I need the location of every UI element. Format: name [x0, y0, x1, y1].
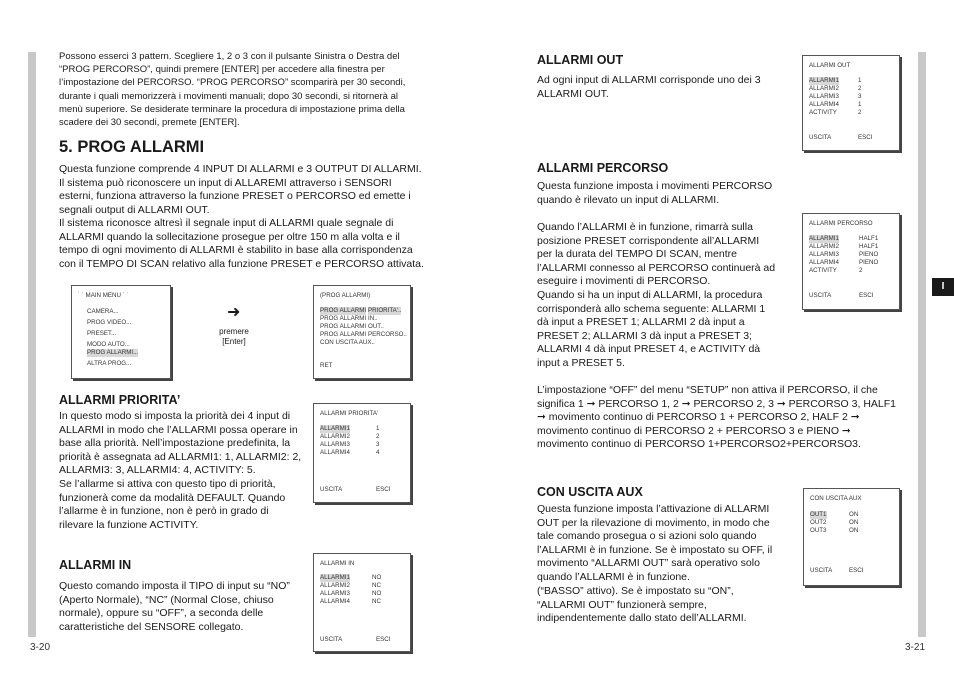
main-menu-item: ALTRA PROG...	[87, 360, 132, 367]
priorita-esc-label: ESCI	[376, 486, 391, 493]
in-row-value: NO	[372, 590, 382, 597]
aux-screen	[803, 488, 900, 586]
aux-row-label: OUT1	[810, 511, 827, 518]
aux-menu-title: CON USCITA AUX	[810, 495, 862, 502]
aux-esc-label: ESCI	[849, 567, 864, 574]
priorita-text-2: Se l’allarme si attiva con questo tipo di priorità, funzionerà come da modalità DEFAULT. Quando l’allarme è in funzione, non è però in grado di rilevare la funzione ACTIVITY.	[59, 478, 286, 531]
priorita-heading: ALLARMI PRIORITA’	[59, 393, 181, 407]
priorita-row-value: 3	[376, 441, 380, 448]
section-heading: 5. PROG ALLARMI	[59, 138, 205, 156]
prog-menu-row-label: PROG ALLARMI	[320, 315, 367, 322]
language-tab: I	[932, 278, 954, 296]
prog-menu-row-value: IN..	[368, 315, 378, 322]
percorso-exit-label: USCITA	[809, 292, 832, 299]
prog-menu-row-label: PROG ALLARMI	[320, 331, 367, 338]
main-menu-item: PRESET...	[87, 330, 117, 337]
percorso-row-label: ACTIVITY	[809, 267, 837, 274]
out-esc-label: ESCI	[858, 134, 873, 141]
intro-paragraph: Possono esserci 3 pattern. Scegliere 1, 2 o 3 con il pulsante Sinistra o Destra del “PROG PERCORSO”, quindi premere [ENTER] per accedere alla finestra per l’impostazione del PERCORSO. “PROG PERCORSO” scomparirà per 30 secondi, durante i quali memorizzerà i movimenti manuali; dopo 30 secondi, si ritornerà al menù superiore. Se desiderate terminare la procedura di impostazione prima della scadere dei 30 secondi, premete [ENTER].	[59, 51, 406, 129]
left-binding-bar	[28, 52, 36, 637]
aux-row-label: OUT3	[810, 527, 827, 534]
left-page-number: 3-20	[30, 642, 51, 653]
main-menu-item-selected: PROG ALLARMI...	[87, 349, 139, 356]
out-row-value: 2	[858, 109, 862, 116]
percorso-off-text: L’impostazione “OFF” del menu “SETUP” non attiva il PERCORSO, il che significa 1 ➞ PERCORSO 1, 2 ➞ PERCORSO 2, 3 ➞ PERCORSO 3, HALF1 ➞ movimento continuo di PERCORSO 1 + PERCORSO 2, HALF 2 ➞ movimento continuo di PERCORSO 2 + PERCORSO 3 e PIENO ➞ movimento continuo di PERCORSO 1+PERCORSO2+PERCORSO3.	[537, 384, 896, 451]
percorso-row-value: HALF1	[859, 243, 879, 250]
percorso-row-label: ALLARMI2	[809, 243, 839, 250]
percorso-row-value: 2	[859, 267, 863, 274]
out-menu-title: ALLARMI OUT	[809, 62, 851, 69]
in-row-label: ALLARMI2	[320, 582, 350, 589]
aux-text: Questa funzione imposta l’attivazione di ALLARMI OUT per la rilevazione di movimento, in modo che tale comando prosegua o si azioni solo quando l’ALLARMI è in funzione. Se è impostato su OFF, il movimento “ALLARMI OUT” sarà operativo solo quando l’ALLARMI è in funzione.	[537, 503, 773, 583]
percorso-menu-title: ALLARMI PERCORSO	[809, 220, 873, 227]
percorso-screen	[802, 213, 900, 310]
percorso-row-label: ALLARMI4	[809, 259, 839, 266]
priorita-row-label: ALLARMI3	[320, 441, 350, 448]
in-heading: ALLARMI IN	[59, 558, 132, 572]
out-row-label: ALLARMI2	[809, 85, 839, 92]
prog-menu-row-value: OUT..	[368, 323, 384, 330]
in-row-label: ALLARMI1	[320, 574, 350, 581]
in-row-value: NC	[372, 582, 381, 589]
prog-menu-row-label: PROG ALLARMI	[320, 307, 367, 314]
main-menu-screen	[71, 285, 171, 379]
out-row-value: 1	[858, 77, 862, 84]
in-row-label: ALLARMI4	[320, 598, 350, 605]
priorita-row-label: ALLARMI1	[320, 425, 350, 432]
prog-allarmi-screen	[313, 285, 411, 379]
out-text: Ad ogni input di ALLARMI corrisponde uno dei 3 ALLARMI OUT.	[537, 74, 761, 100]
arrow-label	[210, 327, 258, 347]
in-esc-label: ESCI	[376, 636, 391, 643]
aux-heading: CON USCITA AUX	[537, 485, 643, 499]
prog-menu-row-label: PROG ALLARMI	[320, 323, 367, 330]
in-row-label: ALLARMI3	[320, 590, 350, 597]
right-binding-bar	[918, 52, 926, 637]
main-menu-item: PROG VIDEO...	[87, 319, 132, 326]
right-page-number: 3-21	[905, 642, 926, 653]
priorita-row-value: 1	[376, 425, 380, 432]
aux-row-label: OUT2	[810, 519, 827, 526]
aux-text-2: (“BASSO” attivo). Se è impostato su “ON”, “ALLARMI OUT” funzionerà sempre, indipendentemente dallo stato dell’ALLARMI.	[537, 585, 747, 625]
out-row-label: ALLARMI1	[809, 77, 839, 84]
priorita-row-label: ALLARMI2	[320, 433, 350, 440]
prog-menu-row-value: PERCORSO..	[368, 331, 407, 338]
priorita-row-value: 2	[376, 433, 380, 440]
priorita-text: In questo modo si imposta la priorità dei 4 input di ALLARMI in modo che l’ALLARMI possa operare in base alla priorità. Nell’impostazione predefinita, la priorità è assegnata ad ALLARMI1: 1, ALLARMI2: 2, ALLARMI3: 3, ALLARMI4: 4, ACTIVITY: 5.	[59, 410, 302, 477]
percorso-esc-label: ESCI	[859, 292, 874, 299]
percorso-text-3: Quando si ha un input di ALLARMI, la procedura corrisponderà allo schema seguente: ALLARMI 1 dà input a PRESET 1; ALLARMI 2 dà input a PRESET 2; ALLARMI 3 dà input a PRESET 3; ALLARMI 4 dà input PRESET 4, e ACTIVITY dà input a PRESET 5.	[537, 289, 766, 369]
aux-row-value: ON	[849, 519, 859, 526]
out-row-label: ALLARMI4	[809, 101, 839, 108]
right-arrow-icon: ➜	[227, 304, 241, 321]
priorita-exit-label: USCITA	[320, 486, 343, 493]
out-row-label: ACTIVITY	[809, 109, 837, 116]
arrow-label-line-1: premere	[219, 327, 249, 336]
main-menu-item: MODO AUTO...	[87, 341, 130, 348]
aux-row-value: ON	[849, 527, 859, 534]
in-screen	[313, 553, 411, 652]
out-screen	[802, 55, 900, 151]
main-menu-item: CAMERA...	[87, 308, 119, 315]
out-row-value: 2	[858, 85, 862, 92]
percorso-heading: ALLARMI PERCORSO	[537, 161, 669, 175]
in-exit-label: USCITA	[320, 636, 343, 643]
prog-menu-row-label: CON USCITA AUX..	[320, 339, 375, 346]
prog-menu-row-value: PRIORITA'..	[368, 307, 402, 314]
percorso-text-2: Quando l’ALLARMI è in funzione, rimarrà sulla posizione PRESET corrispondente all’ALLARMI per la durata del TEMPO DI SCAN, mentre l’ALLARMI connesso al PERCORSO continuerà ad eseguire i movimenti di PERCORSO.	[537, 221, 776, 288]
in-row-value: NO	[372, 574, 382, 581]
in-row-value: NC	[372, 598, 381, 605]
percorso-row-value: PIENO	[859, 251, 879, 258]
percorso-row-label: ALLARMI1	[809, 235, 839, 242]
main-menu-title: ˙ ˙ MAIN MENU ˙ ˙	[78, 292, 129, 299]
out-heading: ALLARMI OUT	[537, 53, 624, 67]
in-text: Questo comando imposta il TIPO di input su “NO” (Aperto Normale), “NC” (Normal Close, chiuso normale), oppure su “OFF”, a seconda delle caratteristiche del SENSORE collegato.	[59, 580, 290, 633]
priorita-menu-title: ALLARMI PRIORITA'	[320, 410, 379, 417]
prog-menu-footer: RET	[320, 362, 333, 369]
percorso-text: Questa funzione imposta i movimenti PERCORSO quando è rilevato un input di ALLARMI.	[537, 180, 773, 206]
out-exit-label: USCITA	[809, 134, 832, 141]
aux-row-value: ON	[849, 511, 859, 518]
in-menu-title: ALLARMI IN	[320, 560, 355, 567]
out-row-value: 1	[858, 101, 862, 108]
prog-allarmi-paragraph-1: Questa funzione comprende 4 INPUT DI ALLARMI e 3 OUTPUT DI ALLARMI. Il sistema può riconoscere un input di ALLAREMI attraverso i SENSORI esterni, funziona attraverso la funzione PRESET o PERCORSO ed emette i segnali output di ALLARMI OUT.	[59, 163, 422, 216]
percorso-row-value: PIENO	[859, 259, 879, 266]
prog-menu-title: (PROG ALLARMI)	[320, 292, 371, 299]
out-row-label: ALLARMI3	[809, 93, 839, 100]
percorso-row-value: HALF1	[859, 235, 879, 242]
priorita-screen	[313, 403, 411, 503]
priorita-row-value: 4	[376, 449, 380, 456]
out-row-value: 3	[858, 93, 862, 100]
priorita-row-label: ALLARMI4	[320, 449, 350, 456]
percorso-row-label: ALLARMI3	[809, 251, 839, 258]
arrow-label-line-2: [Enter]	[222, 337, 246, 346]
prog-allarmi-paragraph-2: Il sistema riconosce altresì il segnale input di ALLARMI quale segnale di ALLARMI quando la sollecitazione prosegue per oltre 150 m alla volta e il tempo di ogni movimento di ALLARMI è stabilito in base alla corrispondenza con il TEMPO DI SCAN relativo alla funzione PRESET e PERCORSO attivata.	[59, 217, 424, 270]
aux-exit-label: USCITA	[810, 567, 833, 574]
